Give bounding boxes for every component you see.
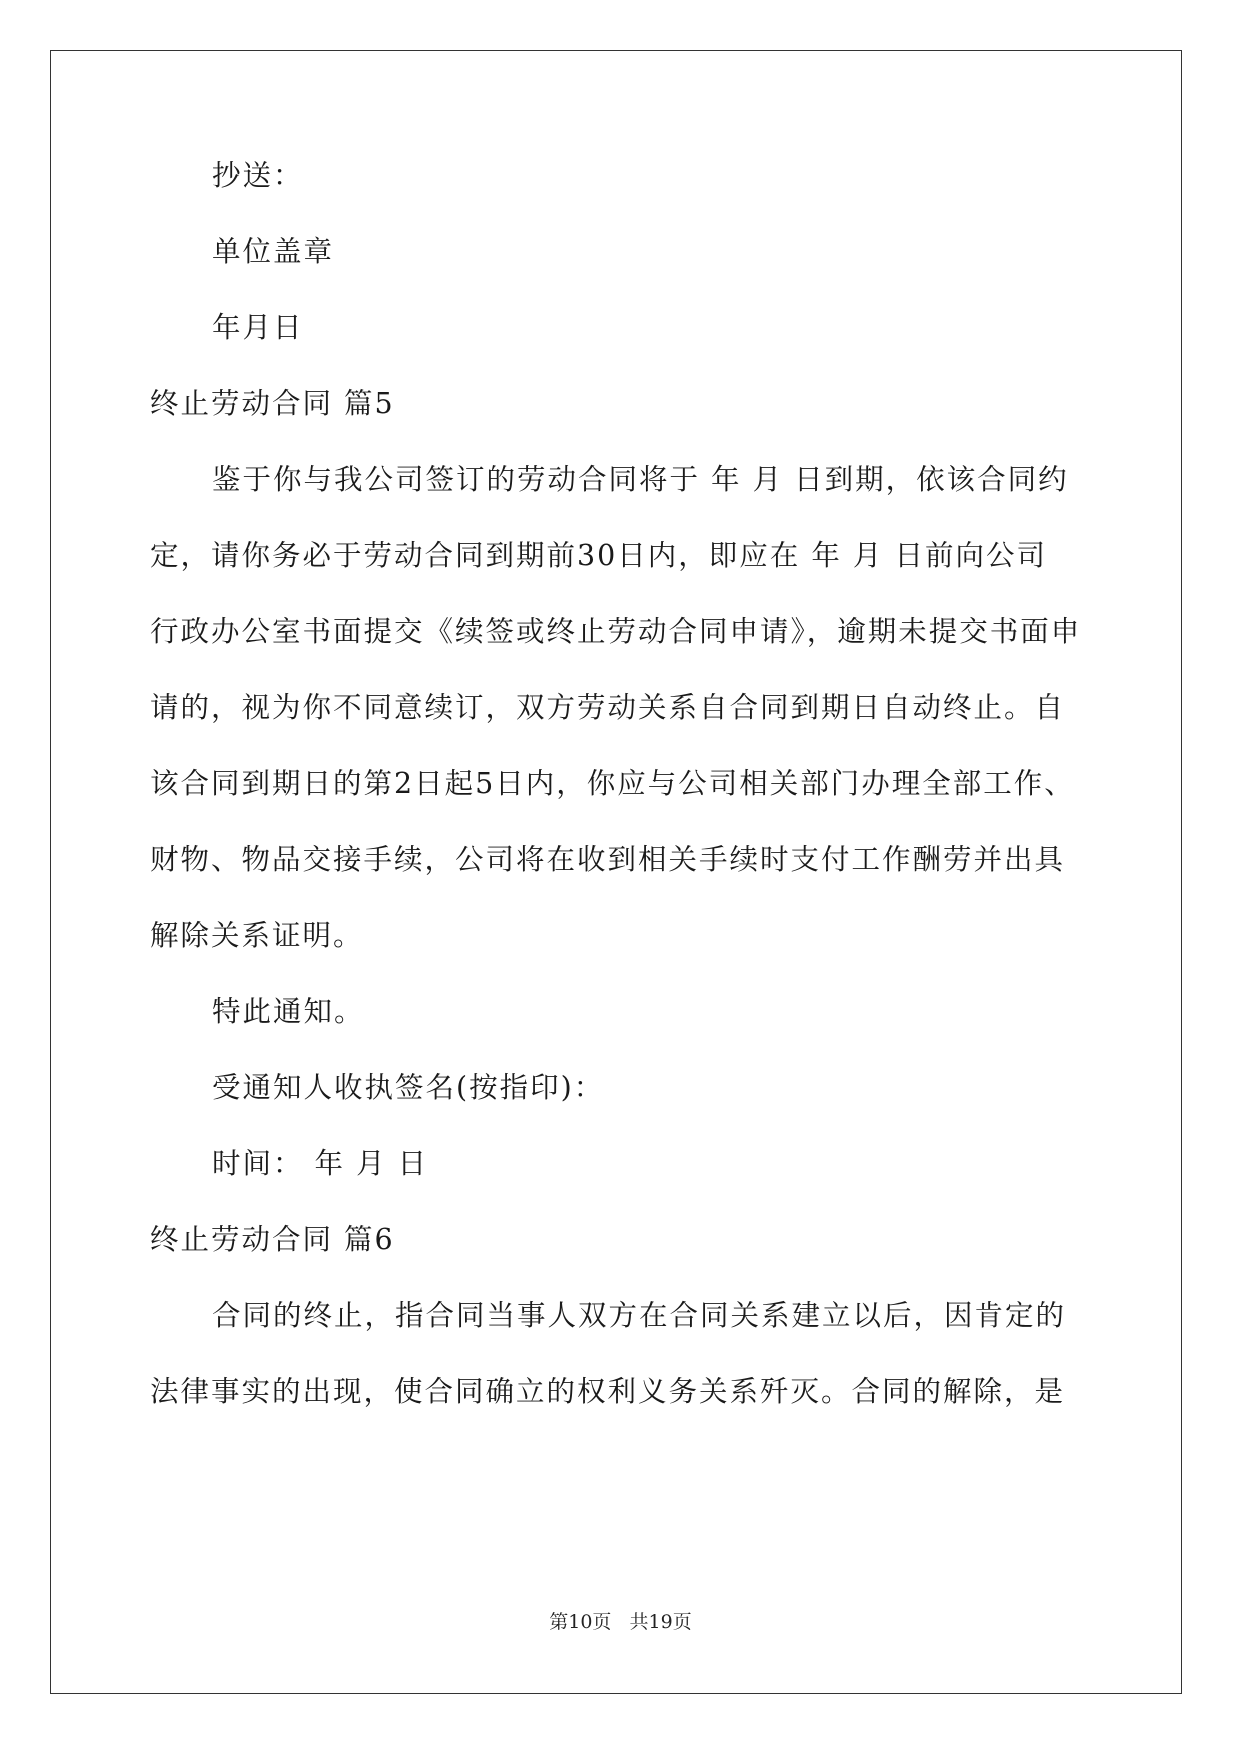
recipient-signature-line: 受通知人收执签名(按指印)： bbox=[212, 1071, 605, 1104]
section-heading-6: 终止劳动合同 篇6 bbox=[150, 1223, 395, 1256]
body-paragraph-line: 法律事实的出现，使合同确立的权利义务关系歼灭。合同的解除，是 bbox=[150, 1375, 1066, 1408]
body-paragraph-line: 定，请你务必于劳动合同到期前30日内，即应在 年 月 日前向公司 bbox=[150, 539, 1047, 572]
section-heading-5: 终止劳动合同 篇5 bbox=[150, 387, 395, 420]
body-paragraph-line: 鉴于你与我公司签订的劳动合同将于 年 月 日到期，依该合同约 bbox=[212, 463, 1069, 496]
date-line: 年月日 bbox=[212, 311, 304, 344]
body-paragraph-line: 该合同到期日的第2日起5日内，你应与公司相关部门办理全部工作、 bbox=[150, 767, 1075, 800]
body-paragraph-line: 合同的终止，指合同当事人双方在合同关系建立以后，因肯定的 bbox=[212, 1299, 1067, 1332]
page-number-footer: 第10页 共19页 bbox=[549, 1611, 692, 1633]
cc-line: 抄送： bbox=[212, 159, 304, 192]
body-paragraph-line: 行政办公室书面提交《续签或终止劳动合同申请》，逾期未提交书面申 bbox=[150, 615, 1082, 648]
notice-line: 特此通知。 bbox=[212, 995, 365, 1028]
body-paragraph-line: 解除关系证明。 bbox=[150, 919, 364, 952]
body-paragraph-line: 请的，视为你不同意续订，双方劳动关系自合同到期日自动终止。自 bbox=[150, 691, 1066, 724]
body-paragraph-line: 财物、物品交接手续，公司将在收到相关手续时支付工作酬劳并出具 bbox=[150, 843, 1066, 876]
time-line: 时间： 年 月 日 bbox=[212, 1147, 429, 1180]
seal-line: 单位盖章 bbox=[212, 235, 335, 268]
